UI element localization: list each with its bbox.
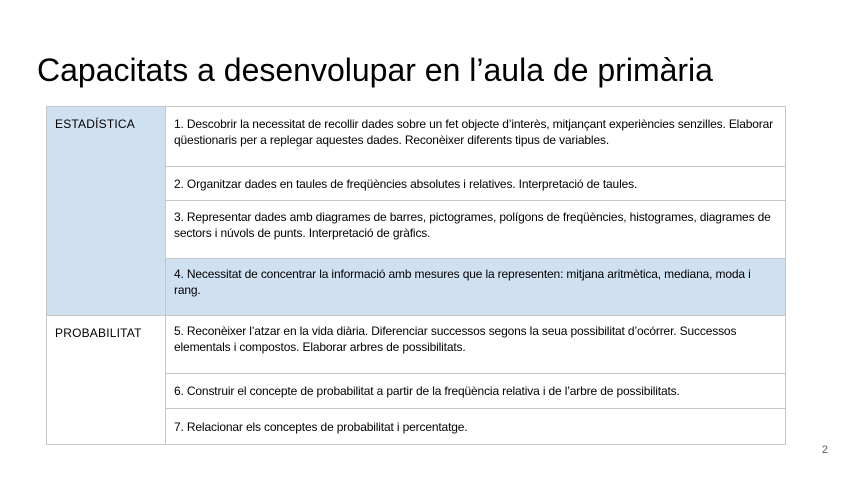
- capacity-item-2: 2. Organitzar dades en taules de freqüències absolutes i relatives. Interpretació de taules.: [166, 167, 786, 201]
- capacity-item-5: 5. Reconèixer l’atzar en la vida diària. Diferenciar successos segons la seua possibilitat d’ocórrer. Successos elementals i compostos. Elaborar arbres de possibilitats.: [166, 316, 786, 374]
- capacity-item-3: 3. Representar dades amb diagrames de barres, pictogrames, polígons de freqüències, histogrames, diagrames de sectors i núvols de punts. Interpretació de gràfics.: [166, 201, 786, 259]
- capacity-item-1: 1. Descobrir la necessitat de recollir dades sobre un fet objecte d’interès, mitjançant experiències senzilles. Elaborar qüestionaris per a replegar aquestes dades. Reconèixer diferents tipus de variables.: [166, 107, 786, 167]
- capacity-item-7: 7. Relacionar els conceptes de probabilitat i percentatge.: [166, 409, 786, 445]
- table-row: [47, 107, 786, 167]
- table-row: [47, 316, 786, 374]
- category-probabilitat: PROBABILITAT: [47, 316, 166, 445]
- category-estadistica: ESTADÍSTICA: [47, 107, 166, 316]
- capacity-item-6: 6. Construir el concepte de probabilitat a partir de la freqüència relativa i de l’arbre de possibilitats.: [166, 374, 786, 409]
- page-number: 2: [821, 444, 828, 456]
- capacity-item-4: 4. Necessitat de concentrar la informació amb mesures que la representen: mitjana aritmètica, mediana, moda i rang.: [166, 259, 786, 316]
- slide-title: Capacitats a desenvolupar en l’aula de primària: [37, 52, 713, 88]
- capacities-table: [46, 106, 786, 445]
